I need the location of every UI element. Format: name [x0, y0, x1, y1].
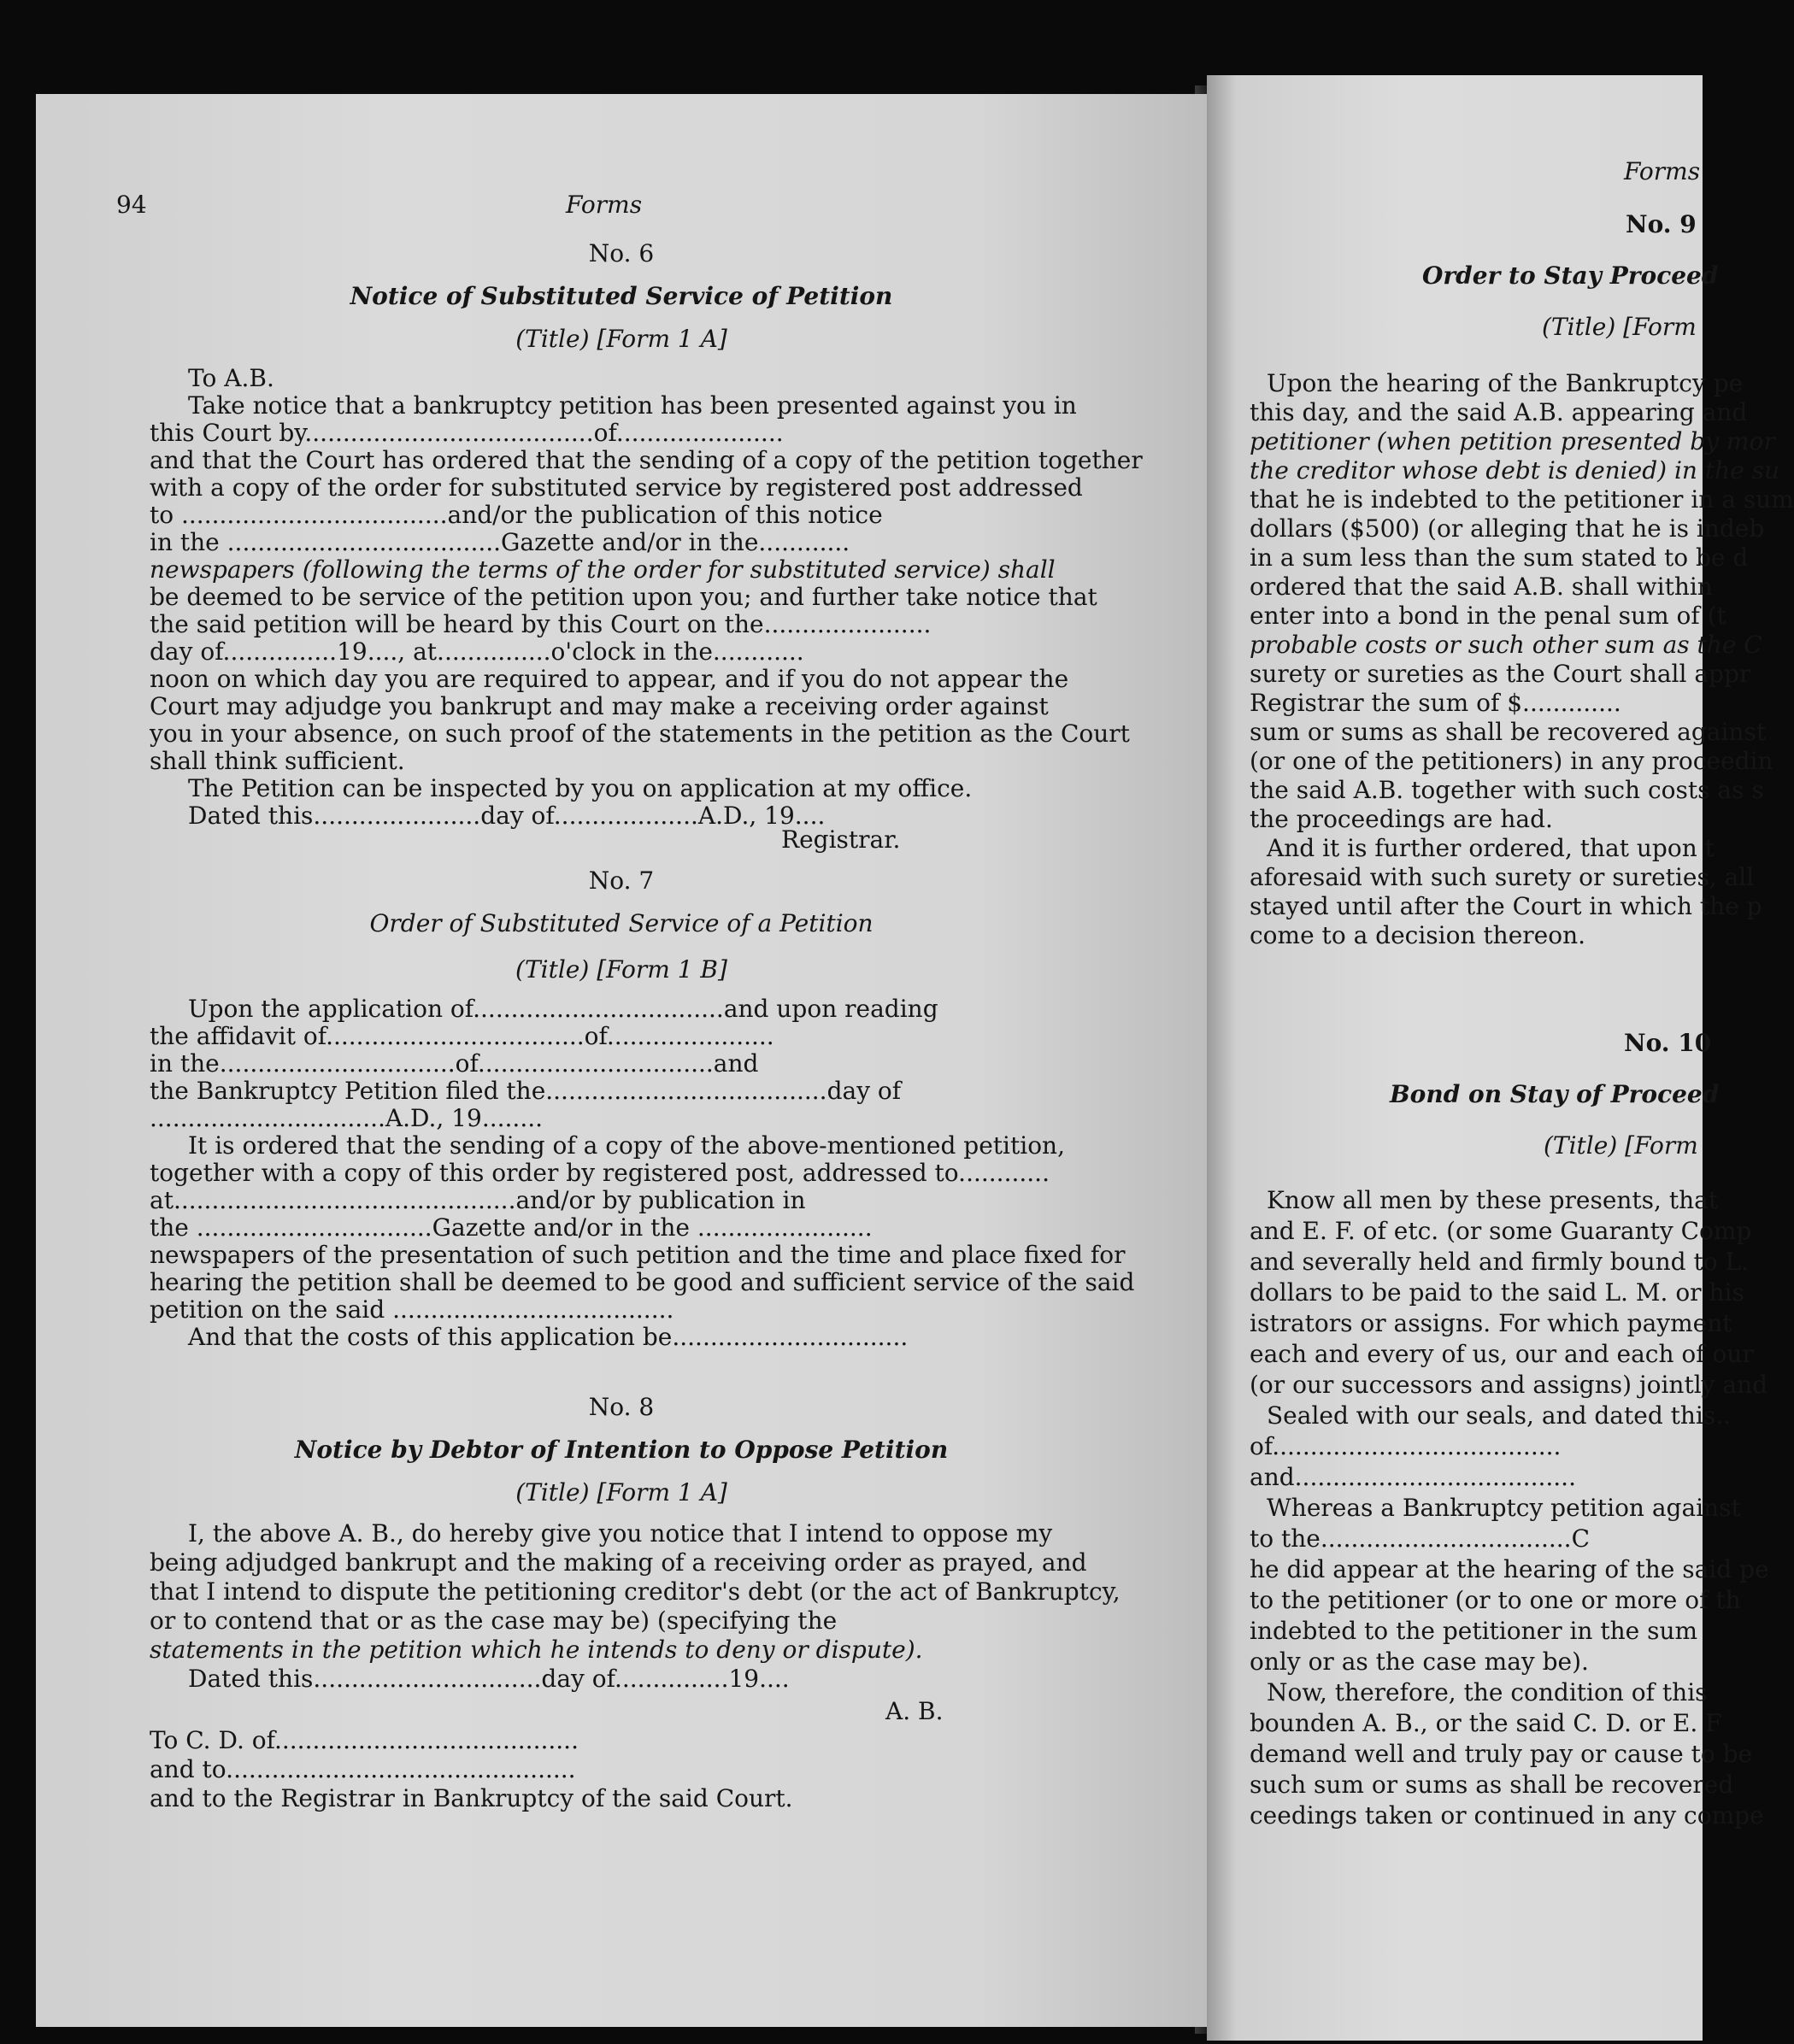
text-line: be deemed to be service of the petition upon you; and further take notice that: [150, 583, 1097, 611]
right-page: [1207, 75, 1794, 2041]
text-line: you in your absence, on such proof of the statements in the petition as the Court: [150, 720, 1130, 748]
text-line: (or our successors and assigns) jointly and: [1250, 1371, 1768, 1399]
form-number: No. 9: [1626, 210, 1697, 238]
text-line: surety or sureties as the Court shall appr: [1250, 660, 1751, 688]
text-line: of......................................: [1250, 1432, 1562, 1460]
form-reference: (Title) [Form: [1542, 313, 1697, 341]
text-line: stayed until after the Court in which the p: [1250, 892, 1762, 920]
text-line: And that the costs of this application be...............................: [188, 1323, 909, 1351]
text-line: noon on which day you are required to appear, and if you do not appear the: [150, 665, 1069, 693]
text-line: each and every of us, our and each of our: [1250, 1340, 1754, 1368]
text-line: the proceedings are had.: [1250, 805, 1553, 833]
text-line: It is ordered that the sending of a copy of the above-mentioned petition,: [188, 1131, 1065, 1160]
text-line: to the.................................C: [1250, 1524, 1591, 1553]
text-line: and that the Court has ordered that the sending of a copy of the petition together: [150, 446, 1143, 474]
text-line: demand well and truly pay or cause to be: [1250, 1740, 1753, 1768]
text-line: (or one of the petitioners) in any proceedin: [1250, 747, 1773, 775]
text-line: Dated this......................day of...................A.D., 19....: [188, 802, 826, 830]
text-line: To C. D. of........................................: [150, 1726, 579, 1754]
text-line: Dated this..............................day of...............19....: [188, 1665, 790, 1693]
text-line: Upon the application of.................................and upon reading: [188, 995, 938, 1023]
text-line: ordered that the said A.B. shall within: [1250, 573, 1713, 601]
text-line: ...............................A.D., 19........: [150, 1104, 544, 1132]
form-reference: (Title) [Form: [1544, 1131, 1698, 1160]
text-line: this Court by......................................of......................: [150, 419, 784, 447]
text-line: The Petition can be inspected by you on application at my office.: [188, 774, 973, 802]
text-line: and.....................................: [1250, 1463, 1576, 1491]
text-line: the said petition will be heard by this Court on the......................: [150, 610, 932, 638]
text-line: in a sum less than the sum stated to be d: [1250, 543, 1749, 572]
signature: A. B.: [885, 1697, 944, 1725]
text-line: the ...............................Gazette and/or in the .......................: [150, 1213, 873, 1242]
text-line: I, the above A. B., do hereby give you notice that I intend to oppose my: [188, 1519, 1053, 1548]
text-line: such sum or sums as shall be recovered: [1250, 1771, 1734, 1799]
page-number: 94: [116, 191, 147, 219]
text-line: this day, and the said A.B. appearing and: [1250, 398, 1748, 426]
text-line: And it is further ordered, that upon t: [1267, 834, 1715, 862]
form-title: Bond on Stay of Proceed: [1390, 1080, 1720, 1108]
text-line: and E. F. of etc. (or some Guaranty Comp: [1250, 1217, 1752, 1245]
text-line: sum or sums as shall be recovered against: [1250, 718, 1767, 746]
text-line: Know all men by these presents, that: [1267, 1186, 1719, 1214]
text-line: the said A.B. together with such costs as s: [1250, 776, 1764, 804]
text-line: aforesaid with such surety or sureties, all: [1250, 863, 1755, 891]
text-line: newspapers (following the terms of the order for substituted service) shall: [150, 555, 1056, 584]
form-number: No. 6: [588, 239, 655, 267]
text-line: dollars to be paid to the said L. M. or his: [1250, 1278, 1744, 1307]
text-line: statements in the petition which he intends to deny or dispute).: [150, 1636, 923, 1664]
text-line: that he is indebted to the petitioner in a sum: [1250, 485, 1794, 514]
text-line: probable costs or such other sum as the C: [1250, 631, 1762, 659]
text-line: and to the Registrar in Bankruptcy of the said Court.: [150, 1784, 793, 1812]
text-line: at.............................................and/or by publication in: [150, 1186, 806, 1214]
text-line: bounden A. B., or the said C. D. or E. F: [1250, 1709, 1722, 1737]
form-title: Order of Substituted Service of a Petition: [369, 909, 873, 937]
text-line: together with a copy of this order by registered post, addressed to............: [150, 1159, 1050, 1187]
text-line: that I intend to dispute the petitioning creditor's debt (or the act of Bankruptcy,: [150, 1577, 1121, 1606]
text-line: day of...............19...., at...............o'clock in the............: [150, 637, 804, 666]
form-reference: (Title) [Form 1 B]: [515, 955, 727, 984]
running-head: Forms: [1624, 157, 1701, 185]
text-line: the creditor whose debt is denied) in the su: [1250, 456, 1780, 485]
text-line: Sealed with our seals, and dated this..: [1267, 1401, 1732, 1430]
text-line: or to contend that or as the case may be) (specifying the: [150, 1606, 838, 1635]
text-line: newspapers of the presentation of such petition and the time and place fixed for: [150, 1241, 1126, 1269]
form-reference: (Title) [Form 1 A]: [515, 1478, 727, 1507]
text-line: and severally held and firmly bound to L.: [1250, 1248, 1749, 1276]
text-line: Upon the hearing of the Bankruptcy pe: [1267, 369, 1744, 397]
text-line: Registrar the sum of $.............: [1250, 689, 1621, 717]
text-line: dollars ($500) (or alleging that he is indeb: [1250, 514, 1765, 543]
signature: Registrar.: [781, 825, 901, 854]
form-number: No. 10: [1624, 1029, 1712, 1057]
text-line: Now, therefore, the condition of this: [1267, 1678, 1708, 1706]
text-line: come to a decision thereon.: [1250, 921, 1586, 949]
text-line: petition on the said .....................................: [150, 1295, 674, 1324]
form-reference: (Title) [Form 1 A]: [515, 325, 727, 353]
text-line: ceedings taken or continued in any compe: [1250, 1801, 1764, 1830]
text-line: only or as the case may be).: [1250, 1648, 1589, 1676]
text-line: Whereas a Bankruptcy petition against: [1267, 1494, 1741, 1522]
running-head: Forms: [566, 191, 643, 219]
left-page: [36, 94, 1207, 2027]
text-line: the affidavit of..................................of......................: [150, 1022, 774, 1050]
text-line: istrators or assigns. For which payment: [1250, 1309, 1732, 1337]
text-line: in the ....................................Gazette and/or in the............: [150, 528, 850, 556]
text-line: To A.B.: [188, 364, 274, 392]
form-title: Notice by Debtor of Intention to Oppose Petition: [294, 1436, 949, 1464]
text-line: shall think sufficient.: [150, 747, 405, 775]
text-line: and to..............................................: [150, 1755, 576, 1783]
form-title: Notice of Substituted Service of Petition: [350, 282, 893, 310]
form-title: Order to Stay Proceed: [1422, 261, 1719, 290]
form-number: No. 7: [588, 866, 655, 895]
text-line: to the petitioner (or to one or more of th: [1250, 1586, 1741, 1614]
text-line: the Bankruptcy Petition filed the.....................................day of: [150, 1077, 902, 1105]
text-line: hearing the petition shall be deemed to be good and sufficient service of the said: [150, 1268, 1135, 1296]
text-line: with a copy of the order for substituted service by registered post addressed: [150, 473, 1083, 502]
text-line: petitioner (when petition presented by mor: [1250, 427, 1775, 455]
text-line: in the...............................of...............................and: [150, 1049, 759, 1078]
text-line: Court may adjudge you bankrupt and may make a receiving order against: [150, 692, 1049, 720]
text-line: indebted to the petitioner in the sum: [1250, 1617, 1698, 1645]
form-number: No. 8: [588, 1393, 655, 1421]
text-line: enter into a bond in the penal sum of (t: [1250, 602, 1726, 630]
text-line: Take notice that a bankruptcy petition has been presented against you in: [188, 391, 1077, 420]
text-line: he did appear at the hearing of the said pe: [1250, 1555, 1769, 1583]
text-line: to ...................................and/or the publication of this notice: [150, 501, 883, 529]
text-line: being adjudged bankrupt and the making of a receiving order as prayed, and: [150, 1548, 1087, 1577]
